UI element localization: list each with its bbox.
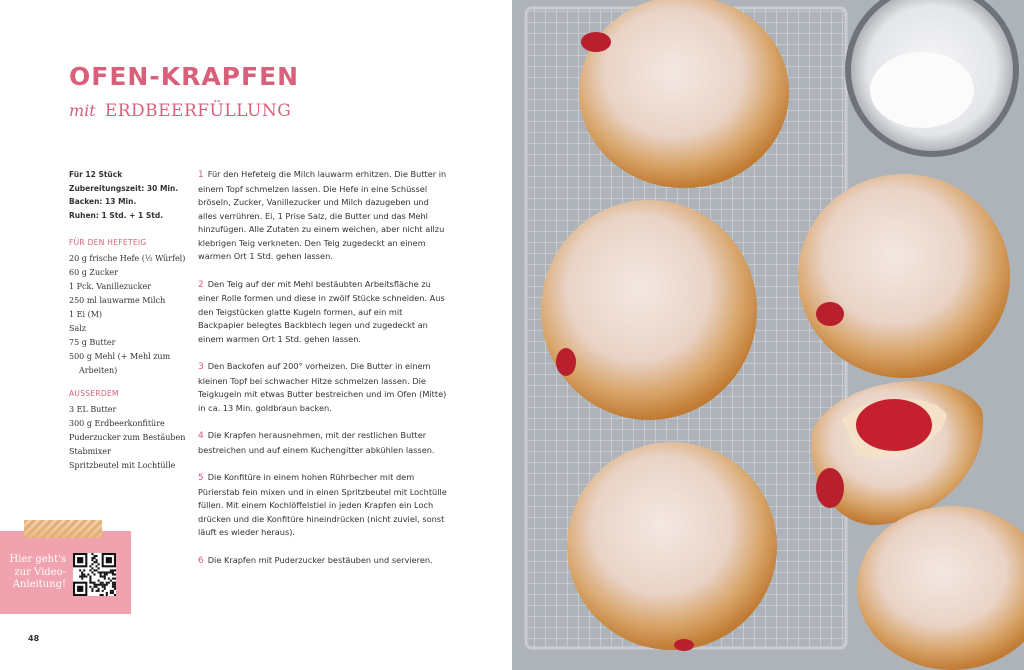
ingredient-item: Puderzucker zum Bestäuben [69,433,186,442]
ingredients-heading: FÜR DEN HEFETEIG [69,238,147,247]
ingredient-item: 1 Pck. Vanillezucker [69,282,152,291]
qr-code-graphic [73,553,116,596]
ingredient-item: Arbeiten) [79,366,118,375]
step-number: 1 [198,170,204,180]
ingredients-dough [69,236,189,378]
step-3 [198,360,448,415]
step-text: Für den Hefeteig die Milch lauwarm erhitzen. Die Butter in einem Topf schmelzen lassen. Die Hefe in eine Schüssel bröseln, Zucker, Vanillezucker und Milch dazugeben und alles verrühren. Ei, 1 Prise Salz, die Butter und das Mehl hinzufügen. Alle Zutaten zu einem weichen, aber nicht allzu klebrigen Teig verkneten. Den Teig zugedeckt an einem warmen Ort 1 Std. gehen lassen. [198,169,447,261]
step-number: 4 [198,431,204,441]
powdered-sugar-pile [870,52,974,128]
video-link-line: Hier geht's [9,554,66,565]
meta-bake-time: Backen: 13 Min. [69,197,137,206]
meta-servings: Für 12 Stück [69,170,123,179]
ingredient-item: 250 ml lauwarme Milch [69,296,166,305]
subtitle-main: ERDBEERFÜLLUNG [104,101,292,121]
ingredient-item: 60 g Zucker [69,268,118,277]
step-text: Die Krapfen mit Puderzucker bestäuben und servieren. [207,554,433,565]
ingredient-item: 75 g Butter [69,338,116,347]
ingredient-item: Salz [69,324,87,333]
recipe-subtitle [69,101,291,121]
step-text: Den Backofen auf 200° vorheizen. Die Butter in einem kleinen Topf bei schwacher Hitze schmelzen lassen. Die Teigkugeln mit etwas Butter bestreichen und im Ofen (Mitte) in ca. 13 Min. goldbraun backen. [198,361,447,413]
recipe-meta [69,168,178,222]
step-4 [198,429,448,457]
ingredients-heading: AUSSERDEM [69,389,119,398]
video-link-line: Anleitung! [12,579,66,590]
step-6 [198,554,448,569]
ingredient-item: 1 Ei (M) [69,310,103,319]
krapfen-2 [541,200,757,420]
step-1 [198,168,448,264]
ingredient-item: 3 EL Butter [69,405,117,414]
krapfen-1 [579,0,789,188]
recipe-steps [198,168,448,582]
ingredient-item: Spritzbeutel mit Lochtülle [69,461,176,470]
zigzag-decoration [24,520,102,538]
page-number: 48 [28,634,40,643]
krapfen-4 [567,442,777,651]
step-number: 3 [198,362,204,372]
krapfen-photo [512,0,1024,670]
qr-code-icon[interactable] [73,553,116,596]
meta-rest-time: Ruhen: 1 Std. + 1 Std. [69,210,164,220]
recipe-title: OFEN-KRAPFEN [69,62,300,91]
krapfen-3 [798,174,1010,378]
step-number: 2 [198,279,204,290]
ingredient-item: Stabmixer [69,447,111,456]
step-5 [198,471,448,540]
step-text: Die Krapfen herausnehmen, mit der restlichen Butter bestreichen und auf einem Kuchengitter abkühlen lassen. [198,430,435,455]
ingredient-item: 300 g Erdbeerkonfitüre [69,419,165,428]
photo-illustration [512,0,1024,670]
ingredient-item: 500 g Mehl (+ Mehl zum [69,352,171,361]
meta-prep-time: Zubereitungszeit: 30 Min. [69,183,179,193]
ingredient-item: 20 g frische Hefe (½ Würfel) [69,254,186,263]
video-link-text[interactable] [8,554,66,592]
step-text: Die Konfitüre in einem hohen Rührbecher mit dem Pürierstab fein mixen und in einen Spritzbeutel mit Lochtülle füllen. Mit einem Kochlöffelstiel in jeden Krapfen ein Loch drücken und die Konfitüre hineindrücken (nicht zuviel, sonst läuft es wieder heraus). [198,472,447,537]
step-number: 6 [198,555,204,566]
subtitle-prefix: mit [69,101,96,120]
step-2 [198,278,448,347]
step-number: 5 [198,473,204,483]
video-link-line: zur Video- [14,566,66,578]
step-text: Den Teig auf der mit Mehl bestäubten Arbeitsfläche zu einer Rolle formen und diese in zwölf Stücke schneiden. Aus den Teigstücken glatte Kugeln formen, auf ein mit Backpapier belegtes Backblech legen und zugedeckt an einem warmen Ort 1 Std. gehen lassen. [198,278,445,344]
ingredients-extra [69,387,189,473]
